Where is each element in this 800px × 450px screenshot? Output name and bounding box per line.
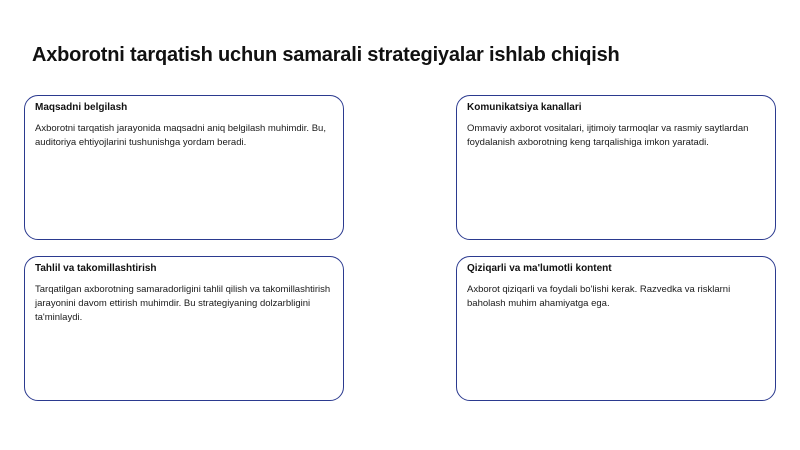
card-text: Axborot qiziqarli va foydali bo'lishi kerak. Razvedka va risklarni baholash muhim ahamiyatga ega. — [467, 284, 731, 309]
card-heading: Komunikatsiya kanallari — [467, 102, 582, 113]
card-analysis-improvement — [24, 256, 344, 401]
card-text: Tarqatilgan axborotning samaradorligini tahlil qilish va takomillashtirish jarayonini davom ettirish muhimdir. Bu strategiyaning dolzarbligini ta'minlaydi. — [35, 284, 331, 323]
card-engaging-content — [456, 256, 776, 401]
slide-title: Axborotni tarqatish uchun samarali strategiyalar ishlab chiqish — [32, 44, 620, 66]
card-heading: Maqsadni belgilash — [35, 102, 128, 113]
card-communication-channels — [456, 95, 776, 240]
card-goal-setting — [24, 95, 344, 240]
card-heading: Qiziqarli va ma'lumotli kontent — [467, 263, 612, 274]
card-text: Ommaviy axborot vositalari, ijtimoiy tarmoqlar va rasmiy saytlardan foydalanish axborotning keng tarqalishiga imkon yaratadi. — [467, 123, 749, 148]
card-heading: Tahlil va takomillashtirish — [35, 263, 157, 274]
card-text: Axborotni tarqatish jarayonida maqsadni aniq belgilash muhimdir. Bu, auditoriya ehtiyojlarini tushunishga yordam beradi. — [35, 123, 326, 148]
